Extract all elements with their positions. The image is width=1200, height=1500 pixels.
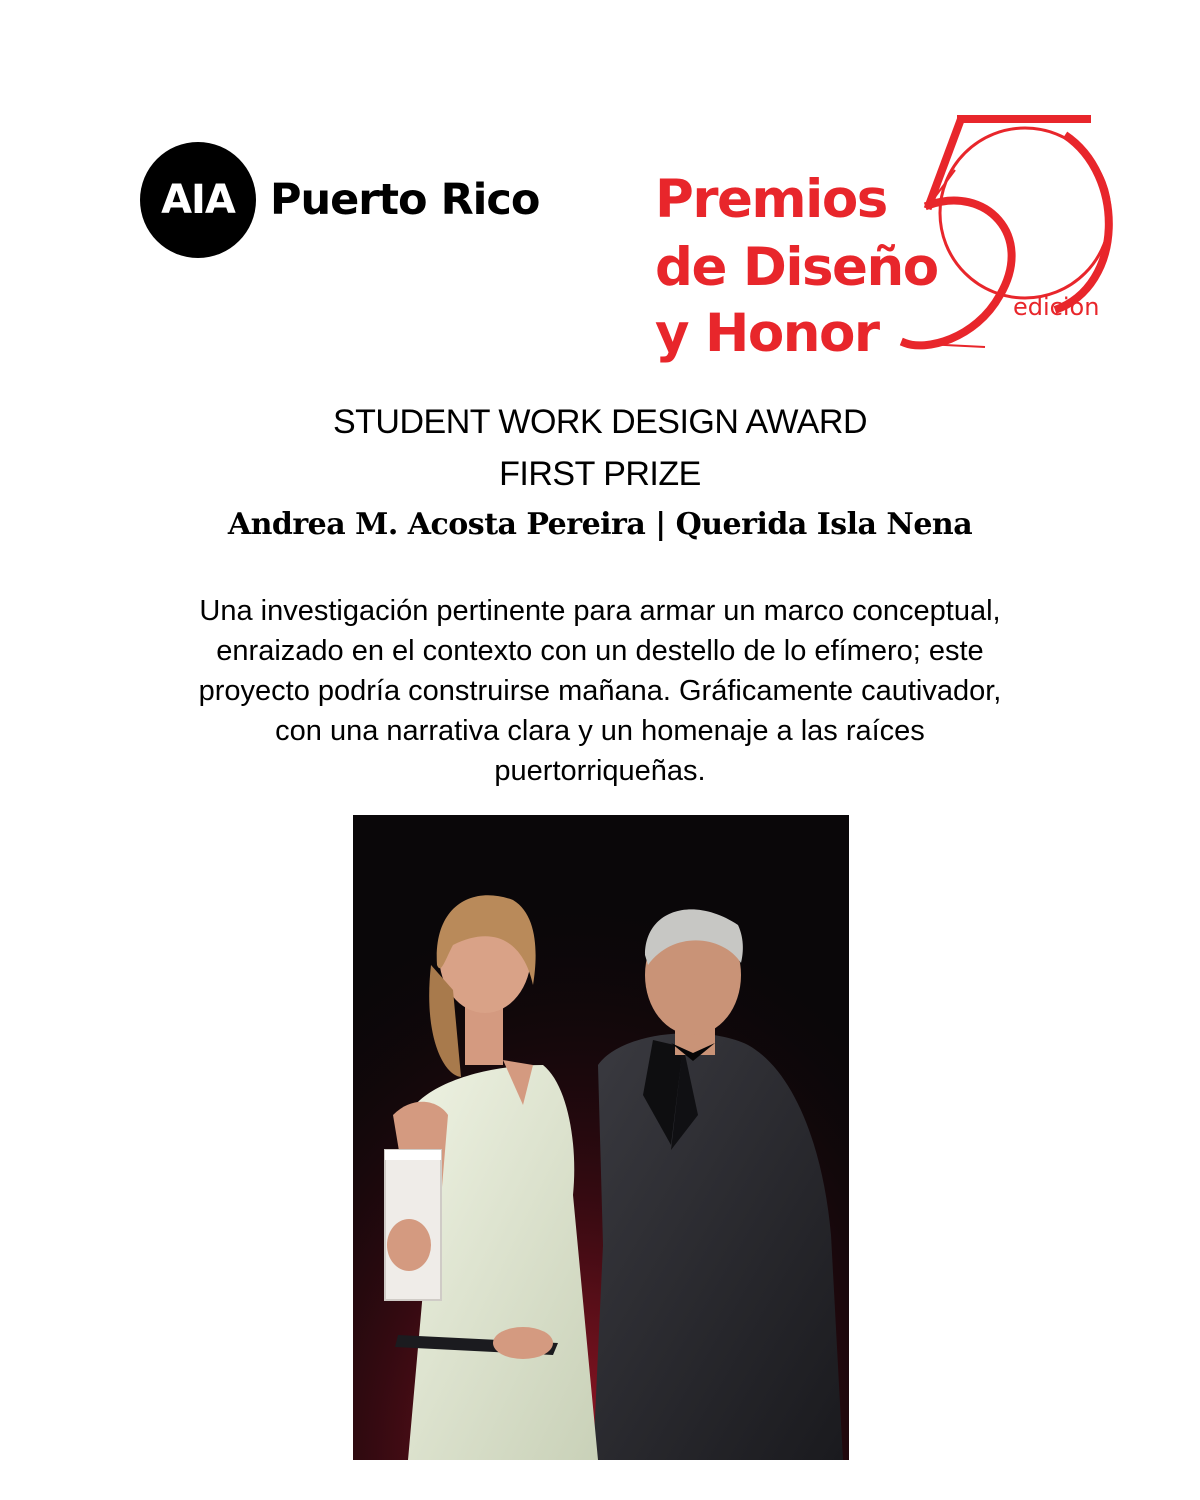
award-prize-level: FIRST PRIZE: [499, 455, 701, 493]
premios-title-line-1: Premios: [655, 169, 887, 230]
description-line: enraizado en el contexto con un destello de lo efímero; este: [216, 635, 984, 667]
premios-edition-label: edición: [1013, 293, 1100, 321]
premios-diseno-honor-logo: [655, 115, 1115, 364]
jury-description: [100, 591, 1100, 791]
winner-and-project: Andrea M. Acosta Pereira | Querida Isla Nena: [227, 507, 973, 542]
aia-badge-text: AIA: [161, 177, 235, 223]
aia-badge: [140, 142, 256, 258]
photo-illustration: [353, 815, 849, 1460]
aia-chapter-name: Puerto Rico: [270, 175, 540, 225]
description-line: proyecto podría construirse mañana. Gráficamente cautivador,: [198, 675, 1002, 707]
description-line: puertorriqueñas.: [494, 755, 706, 787]
premios-title-line-2: de Diseño: [655, 237, 938, 298]
award-winner-photo: [353, 815, 849, 1460]
description-line: con una narrativa clara y un homenaje a las raíces: [275, 715, 925, 747]
description-line: Una investigación pertinente para armar un marco conceptual,: [199, 595, 1001, 627]
premios-title-line-3: y Honor: [655, 303, 879, 364]
aia-puerto-rico-logo: [140, 142, 539, 258]
award-category-title: STUDENT WORK DESIGN AWARD: [332, 403, 868, 441]
